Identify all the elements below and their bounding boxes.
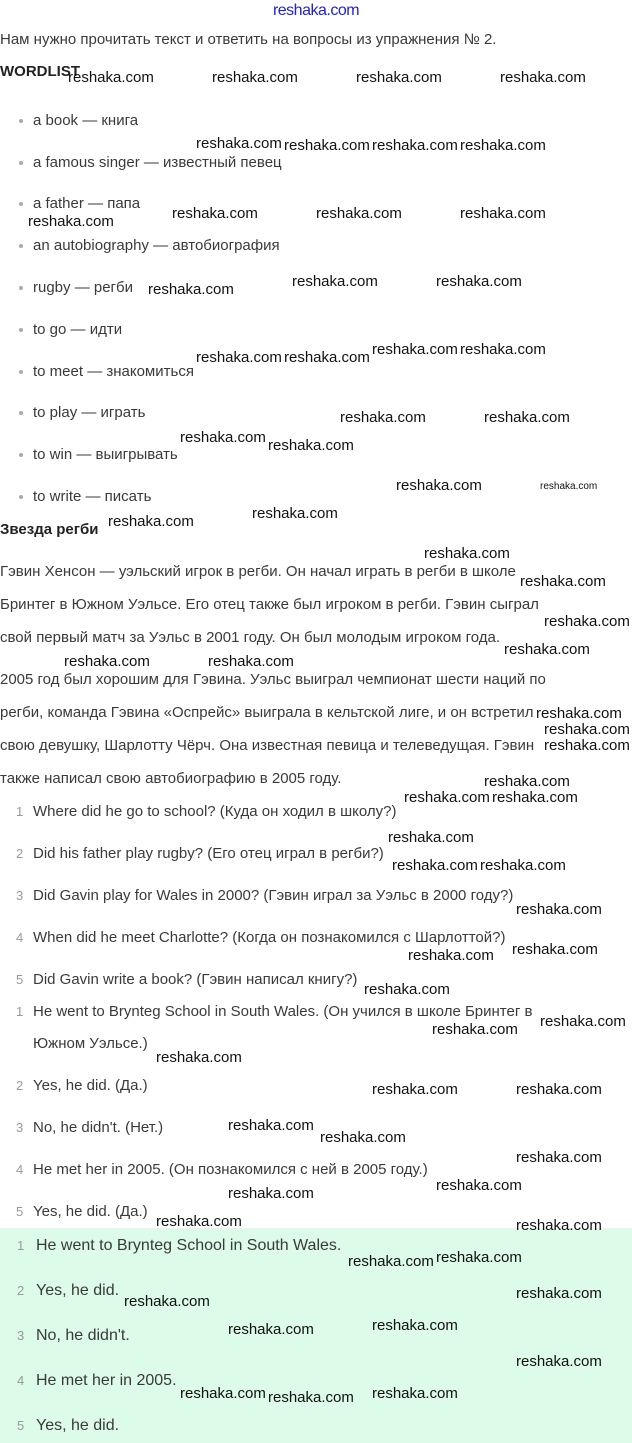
paragraph-line: Гэвин Хенсон — уэльский игрок в регби. Он начал играть в регби в школе bbox=[0, 563, 516, 580]
watermark-text: reshaka.com bbox=[404, 789, 490, 806]
wordlist-item: to meet — знакомиться bbox=[33, 363, 194, 380]
watermark-text: reshaka.com bbox=[28, 213, 114, 230]
watermark-text: reshaka.com bbox=[544, 721, 630, 738]
paragraph-line: регби, команда Гэвина «Оспрейс» выиграла в кельтской лиге, и он встретил bbox=[0, 704, 534, 721]
watermark-text: reshaka.com bbox=[364, 981, 450, 998]
question-text: Did Gavin write a book? (Гэвин написал книгу?) bbox=[33, 971, 358, 988]
answer-number: 1 bbox=[17, 1238, 25, 1253]
watermark-text: reshaka.com bbox=[460, 205, 546, 222]
watermark-text: reshaka.com bbox=[432, 1021, 518, 1038]
watermark-text: reshaka.com bbox=[172, 205, 258, 222]
paragraph-line: также написал свою автобиографию в 2005 году. bbox=[0, 770, 342, 787]
question-text: Did Gavin play for Wales in 2000? (Гэвин играл за Уэльс в 2000 году?) bbox=[33, 887, 514, 904]
watermark-text: reshaka.com bbox=[388, 829, 474, 846]
bullet-icon bbox=[19, 370, 23, 374]
watermark-text: reshaka.com bbox=[356, 69, 442, 86]
bullet-icon bbox=[19, 202, 23, 206]
watermark-text: reshaka.com bbox=[316, 205, 402, 222]
answer-text: No, he didn't. bbox=[36, 1327, 130, 1344]
watermark-text: reshaka.com bbox=[544, 613, 630, 630]
question-number: 3 bbox=[16, 888, 24, 903]
site-logo[interactable]: reshaka.com bbox=[272, 2, 360, 19]
wordlist-item: an autobiography — автобиография bbox=[33, 237, 280, 254]
paragraph-line: свою девушку, Шарлотту Чёрч. Она известная певица и телеведущая. Гэвин bbox=[0, 737, 535, 754]
watermark-text: reshaka.com bbox=[516, 1081, 602, 1098]
watermark-text: reshaka.com bbox=[392, 857, 478, 874]
bullet-icon bbox=[19, 328, 23, 332]
watermark-text: reshaka.com bbox=[212, 69, 298, 86]
watermark-text: reshaka.com bbox=[196, 135, 282, 152]
watermark-text: reshaka.com bbox=[228, 1185, 314, 1202]
watermark-text: reshaka.com bbox=[436, 1177, 522, 1194]
question-text: Did his father play rugby? (Его отец играл в регби?) bbox=[33, 845, 384, 862]
watermark-text: reshaka.com bbox=[68, 69, 154, 86]
watermark-text: reshaka.com bbox=[108, 513, 194, 530]
wordlist-item: a father — папа bbox=[33, 195, 141, 212]
watermark-text: reshaka.com bbox=[484, 773, 570, 790]
answer-number: 2 bbox=[17, 1283, 25, 1298]
watermark-text: reshaka.com bbox=[228, 1117, 314, 1134]
answer-number: 5 bbox=[17, 1418, 25, 1433]
text-heading: Звезда регби bbox=[0, 521, 99, 538]
wordlist-item: to go — идти bbox=[33, 321, 123, 338]
bullet-icon bbox=[19, 244, 23, 248]
bullet-icon bbox=[19, 286, 23, 290]
watermark-text: reshaka.com bbox=[480, 857, 566, 874]
answer-text: He went to Brynteg School in South Wales. (Он учился в школе Бринтег в bbox=[33, 1003, 533, 1020]
answer-number: 2 bbox=[16, 1078, 24, 1093]
intro-text: Нам нужно прочитать текст и ответить на вопросы из упражнения № 2. bbox=[0, 31, 497, 48]
watermark-text: reshaka.com bbox=[196, 349, 282, 366]
watermark-text: reshaka.com bbox=[180, 429, 266, 446]
watermark-text: reshaka.com bbox=[460, 137, 546, 154]
bullet-icon bbox=[19, 495, 23, 499]
watermark-text: reshaka.com bbox=[408, 947, 494, 964]
watermark-text: reshaka.com bbox=[284, 137, 370, 154]
wordlist-item: rugby — регби bbox=[33, 279, 133, 296]
question-text: When did he meet Charlotte? (Когда он познакомился с Шарлоттой?) bbox=[33, 929, 506, 946]
answer-text: He went to Brynteg School in South Wales. bbox=[36, 1237, 342, 1254]
watermark-text: reshaka.com bbox=[536, 705, 622, 722]
watermark-text: reshaka.com bbox=[540, 481, 598, 492]
watermark-text: reshaka.com bbox=[492, 789, 578, 806]
watermark-text: reshaka.com bbox=[516, 1149, 602, 1166]
watermark-text: reshaka.com bbox=[516, 901, 602, 918]
paragraph-line: 2005 год был хорошим для Гэвина. Уэльс выиграл чемпионат шести наций по bbox=[0, 671, 546, 688]
watermark-text: reshaka.com bbox=[436, 273, 522, 290]
watermark-text: reshaka.com bbox=[156, 1213, 242, 1230]
watermark-text: reshaka.com bbox=[156, 1049, 242, 1066]
answer-text: He met her in 2005. bbox=[36, 1372, 177, 1389]
watermark-text: reshaka.com bbox=[348, 1253, 434, 1270]
watermark-text: reshaka.com bbox=[484, 409, 570, 426]
watermark-text: reshaka.com bbox=[544, 737, 630, 754]
watermark-text: reshaka.com bbox=[540, 1013, 626, 1030]
watermark-text: reshaka.com bbox=[460, 341, 546, 358]
watermark-text: reshaka.com bbox=[340, 409, 426, 426]
answer-text-continued: Южном Уэльсе.) bbox=[33, 1035, 148, 1052]
watermark-text: reshaka.com bbox=[252, 505, 338, 522]
paragraph-line: свой первый матч за Уэльс в 2001 году. Он был молодым игроком года. bbox=[0, 629, 501, 646]
watermark-text: reshaka.com bbox=[372, 1317, 458, 1334]
paragraph-line: Бринтег в Южном Уэльсе. Его отец также был игроком в регби. Гэвин сыграл bbox=[0, 596, 539, 613]
answer-text: Yes, he did. bbox=[36, 1417, 120, 1434]
watermark-text: reshaka.com bbox=[500, 69, 586, 86]
watermark-text: reshaka.com bbox=[372, 341, 458, 358]
wordlist-heading: WORDLIST bbox=[0, 63, 80, 80]
question-text: Where did he go to school? (Куда он ходил в школу?) bbox=[33, 803, 397, 820]
watermark-text: reshaka.com bbox=[520, 573, 606, 590]
watermark-text: reshaka.com bbox=[424, 545, 510, 562]
answer-number: 4 bbox=[17, 1373, 25, 1388]
answer-text: No, he didn't. (Нет.) bbox=[33, 1119, 164, 1136]
answer-text: Yes, he did. (Да.) bbox=[33, 1203, 148, 1220]
wordlist-item: to win — выигрывать bbox=[33, 446, 178, 463]
wordlist-item: to write — писать bbox=[33, 488, 152, 505]
answer-text: Yes, he did. (Да.) bbox=[33, 1077, 148, 1094]
watermark-text: reshaka.com bbox=[124, 1293, 210, 1310]
watermark-text: reshaka.com bbox=[148, 281, 234, 298]
watermark-text: reshaka.com bbox=[228, 1321, 314, 1338]
watermark-text: reshaka.com bbox=[516, 1285, 602, 1302]
wordlist-item: a famous singer — известный певец bbox=[33, 154, 282, 171]
answer-number: 1 bbox=[16, 1004, 24, 1019]
answer-number: 4 bbox=[16, 1162, 24, 1177]
answer-number: 3 bbox=[17, 1328, 25, 1343]
watermark-text: reshaka.com bbox=[64, 653, 150, 670]
watermark-text: reshaka.com bbox=[208, 653, 294, 670]
answer-text: He met her in 2005. (Он познакомился с ней в 2005 году.) bbox=[33, 1161, 428, 1178]
watermark-text: reshaka.com bbox=[372, 137, 458, 154]
answer-number: 5 bbox=[16, 1204, 24, 1219]
bullet-icon bbox=[19, 119, 23, 123]
wordlist-item: a book — книга bbox=[33, 112, 139, 129]
answer-number: 3 bbox=[16, 1120, 24, 1135]
watermark-text: reshaka.com bbox=[320, 1129, 406, 1146]
watermark-text: reshaka.com bbox=[516, 1353, 602, 1370]
watermark-text: reshaka.com bbox=[284, 349, 370, 366]
bullet-icon bbox=[19, 411, 23, 415]
question-number: 5 bbox=[16, 972, 24, 987]
watermark-text: reshaka.com bbox=[180, 1385, 266, 1402]
watermark-text: reshaka.com bbox=[516, 1217, 602, 1234]
question-number: 1 bbox=[16, 804, 24, 819]
watermark-text: reshaka.com bbox=[372, 1385, 458, 1402]
watermark-text: reshaka.com bbox=[268, 437, 354, 454]
watermark-text: reshaka.com bbox=[396, 477, 482, 494]
bullet-icon bbox=[19, 161, 23, 165]
answer-text: Yes, he did. bbox=[36, 1282, 120, 1299]
watermark-text: reshaka.com bbox=[504, 641, 590, 658]
watermark-text: reshaka.com bbox=[512, 941, 598, 958]
watermark-text: reshaka.com bbox=[292, 273, 378, 290]
watermark-text: reshaka.com bbox=[268, 1389, 354, 1406]
bullet-icon bbox=[19, 453, 23, 457]
question-number: 2 bbox=[16, 846, 24, 861]
watermark-text: reshaka.com bbox=[436, 1249, 522, 1266]
wordlist-item: to play — играть bbox=[33, 404, 146, 421]
watermark-text: reshaka.com bbox=[372, 1081, 458, 1098]
question-number: 4 bbox=[16, 930, 24, 945]
